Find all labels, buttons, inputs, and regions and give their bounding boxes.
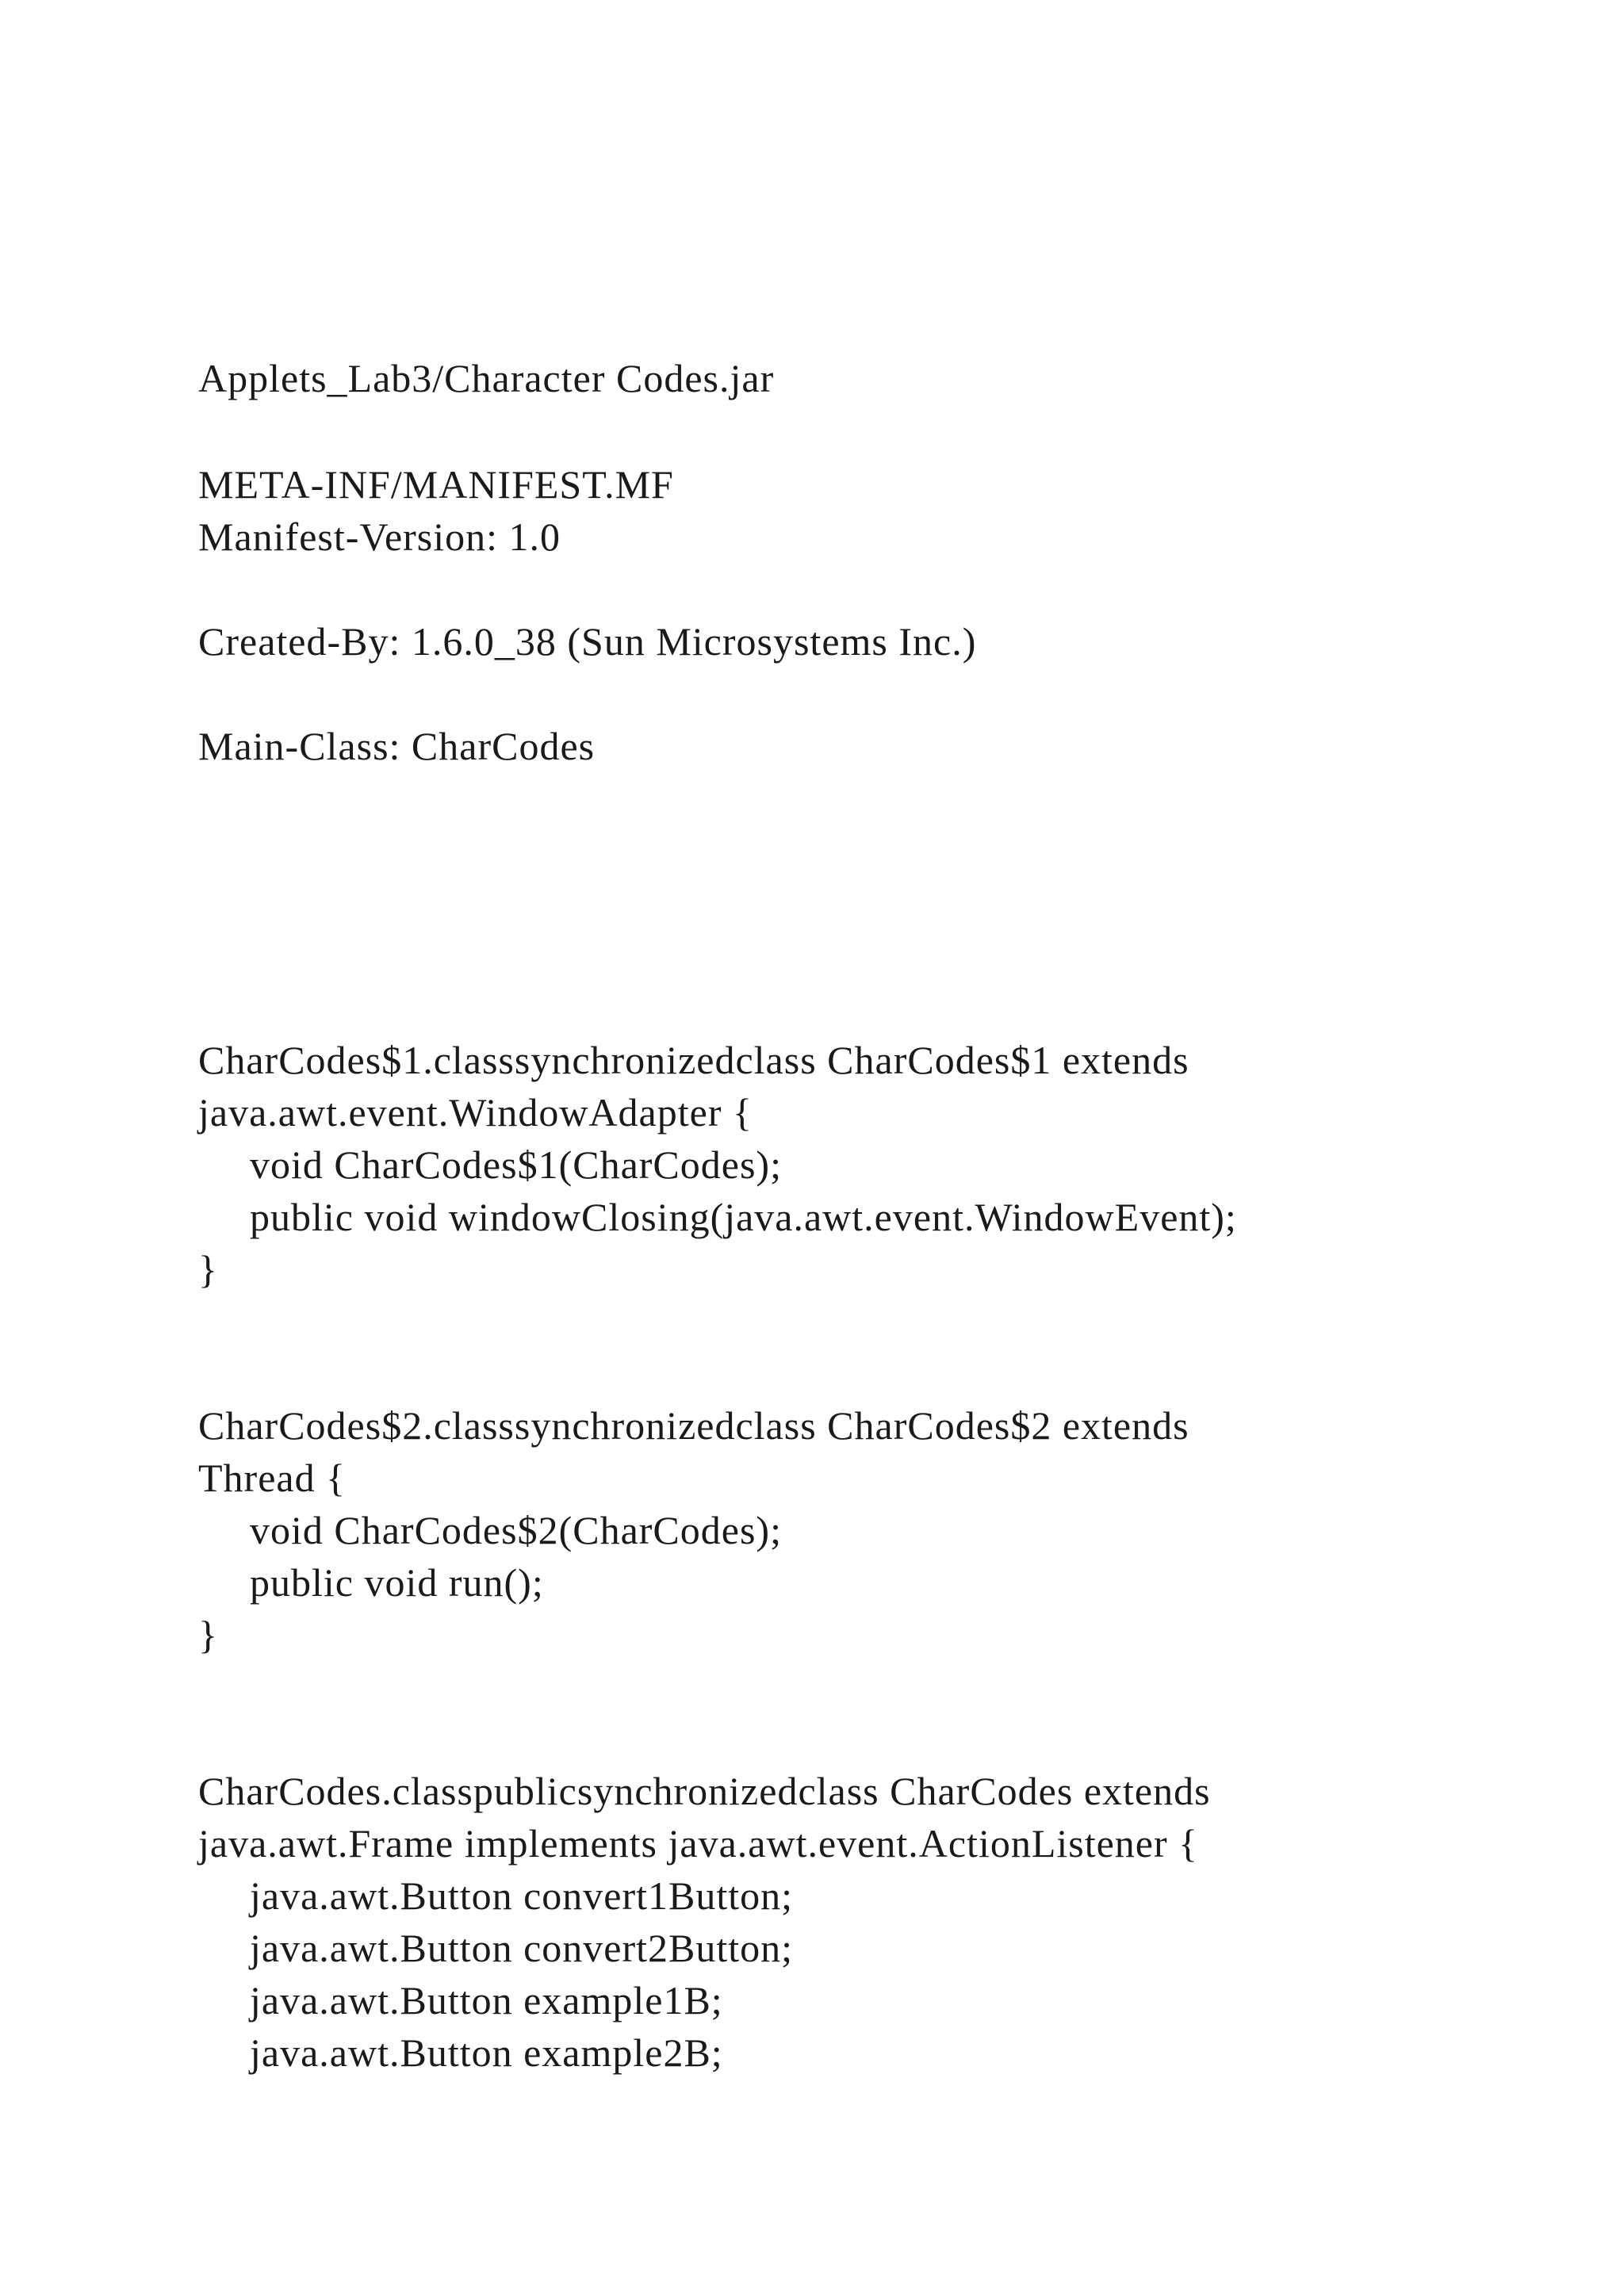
- class2-declaration-line2: Thread {: [198, 1456, 347, 1500]
- class3-member: java.awt.Button example1B;: [250, 1978, 723, 2022]
- class2-member: void CharCodes$2(CharCodes);: [250, 1508, 782, 1552]
- class3-member: java.awt.Button convert2Button;: [250, 1926, 794, 1970]
- class1-member: void CharCodes$1(CharCodes);: [250, 1142, 782, 1187]
- class3-declaration-line2: java.awt.Frame implements java.awt.event.ActionListener {: [198, 1821, 1199, 1866]
- class1-declaration-line2: java.awt.event.WindowAdapter {: [198, 1090, 753, 1135]
- class1-closing-brace: }: [198, 1247, 218, 1292]
- class2-closing-brace: }: [198, 1613, 218, 1657]
- class2-declaration-line1: CharCodes$2.classsynchronizedclass CharCodes$2 extends: [198, 1403, 1189, 1448]
- class3-member: java.awt.Button convert1Button;: [250, 1873, 794, 1918]
- manifest-version-line: Manifest-Version: 1.0: [198, 515, 561, 559]
- manifest-created-by-line: Created-By: 1.6.0_38 (Sun Microsystems Inc.): [198, 619, 977, 664]
- class1-declaration-line1: CharCodes$1.classsynchronizedclass CharCodes$1 extends: [198, 1038, 1189, 1082]
- class3-declaration-line1: CharCodes.classpublicsynchronizedclass CharCodes extends: [198, 1769, 1211, 1813]
- jar-path-heading: Applets_Lab3/Character Codes.jar: [198, 356, 775, 400]
- class1-member: public void windowClosing(java.awt.event.WindowEvent);: [250, 1195, 1237, 1239]
- manifest-main-class-line: Main-Class: CharCodes: [198, 724, 596, 768]
- class2-member: public void run();: [250, 1560, 544, 1605]
- manifest-file-name: META-INF/MANIFEST.MF: [198, 462, 674, 507]
- class3-member: java.awt.Button example2B;: [250, 2030, 723, 2075]
